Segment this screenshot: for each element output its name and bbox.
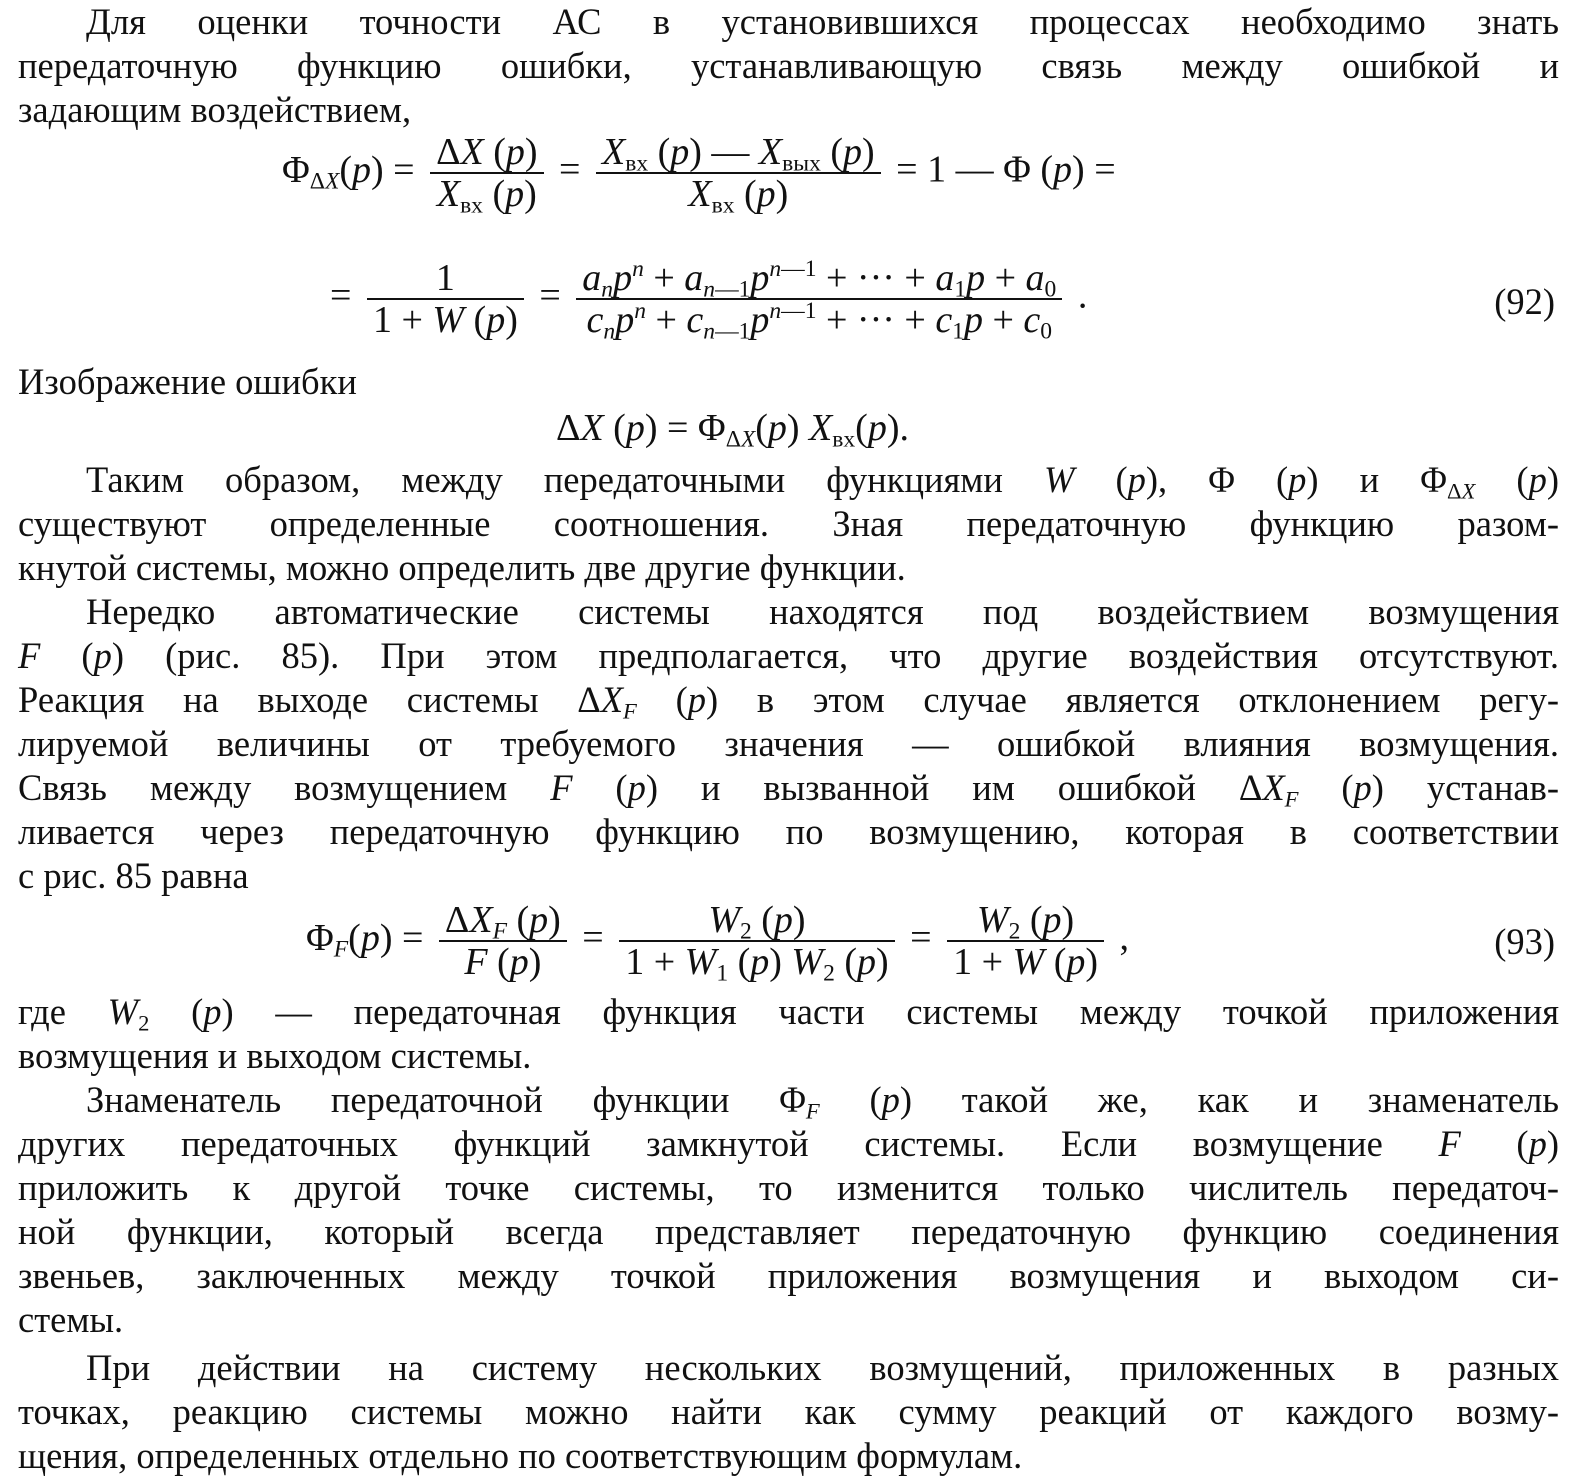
text-line: точках, реакцию системы можно найти как сумму реакций от каждого возму- xyxy=(18,1391,1559,1432)
equation-number: (93) xyxy=(1494,921,1555,962)
text-line: ной функции, который всегда представляет передаточную функцию соединения xyxy=(18,1211,1559,1252)
text-line: F (p) (рис. 85). При этом предполагается, что другие воздействия отсутствуют. xyxy=(18,635,1559,676)
text-line: задающим воздействием, xyxy=(18,89,412,130)
equation-number: (92) xyxy=(1494,281,1555,322)
text-line: где $W_2$ (p) — передаточная функция части системы между точкой приложения xyxy=(18,991,1560,1036)
text-line: других передаточных функций замкнутой системы. Если возмущение F (p) xyxy=(18,1123,1559,1164)
text-line: Реакция на выходе системы $\Delta X_F$ (p) в этом случае является отклонением регу- xyxy=(18,679,1560,724)
text-line: Связь между возмущением F (p) и вызванной им ошибкой $\Delta X_F$ (p) устанав- xyxy=(18,767,1560,812)
equation-92-line-1: $\Phi_{\Delta X}(p)$ = $\frac{\Delta X (p)}{X_{вх} (p)}$ = $\frac{X_{вх} (p) — X_{вых} (p)}{X_{вх} (p)}$ = 1 — Φ (p) = xyxy=(282,131,1116,219)
text-line: ливается через передаточную функцию по возмущению, которая в соответствии xyxy=(18,811,1559,852)
text-line: лируемой величины от требуемого значения — ошибкой влияния возмущения. xyxy=(18,723,1559,764)
text-line: с рис. 85 равна xyxy=(18,855,249,896)
text-line: щения, определенных отдельно по соответствующим формулам. xyxy=(18,1435,1023,1476)
equation-92-line-2: = $\frac{1}{1 + W (p)}$ = $\frac{a_np^n + a_{n—1}p^{n—1} + \cdot\cdot\cdot + a_1p + a_0}{c_np^n + c_{n—1}p^{n—1} + \cdot\cdot\cdot + c_1p + c_0}$ . xyxy=(330,255,1088,345)
equation-93: $\Phi_F(p)$ = $\frac{\Delta X_F (p)}{F (p)}$ = $\frac{W_2 (p)}{1 + W_1 (p) W_2 (p)}$ = $\frac{W_2 (p)}{1 + W (p)}$ , xyxy=(306,899,1129,987)
equation-error-image: ΔX $(p) = \Phi_{\Delta X}(p)$ $X_{вх}(p)$. xyxy=(556,407,909,453)
text-line: звеньев, заключенных между точкой приложения возмущения и выходом си- xyxy=(18,1255,1559,1296)
text-line: возмущения и выходом системы. xyxy=(18,1035,532,1076)
text-line: приложить к другой точке системы, то изменится только числитель передаточ- xyxy=(18,1167,1559,1208)
text-line: существуют определенные соотношения. Зная передаточную функцию разом- xyxy=(18,503,1559,544)
text-line: Таким образом, между передаточными функциями W (p), Φ (p) и $\Phi_{\Delta X}$ (p) xyxy=(86,459,1559,504)
text-line: Нередко автоматические системы находятся под воздействием возмущения xyxy=(86,591,1559,632)
text-line: передаточную функцию ошибки, устанавливающую связь между ошибкой и xyxy=(18,45,1559,86)
text-line: Знаменатель передаточной функции $\Phi_F$ (p) такой же, как и знаменатель xyxy=(86,1079,1559,1124)
text-line: При действии на систему нескольких возмущений, приложенных в разных xyxy=(86,1347,1559,1388)
text-line: кнутой системы, можно определить две другие функции. xyxy=(18,547,906,588)
text-line: стемы. xyxy=(18,1299,124,1340)
text-line: Для оценки точности АС в установившихся процессах необходимо знать xyxy=(86,1,1559,42)
text-line: Изображение ошибки xyxy=(18,361,357,402)
